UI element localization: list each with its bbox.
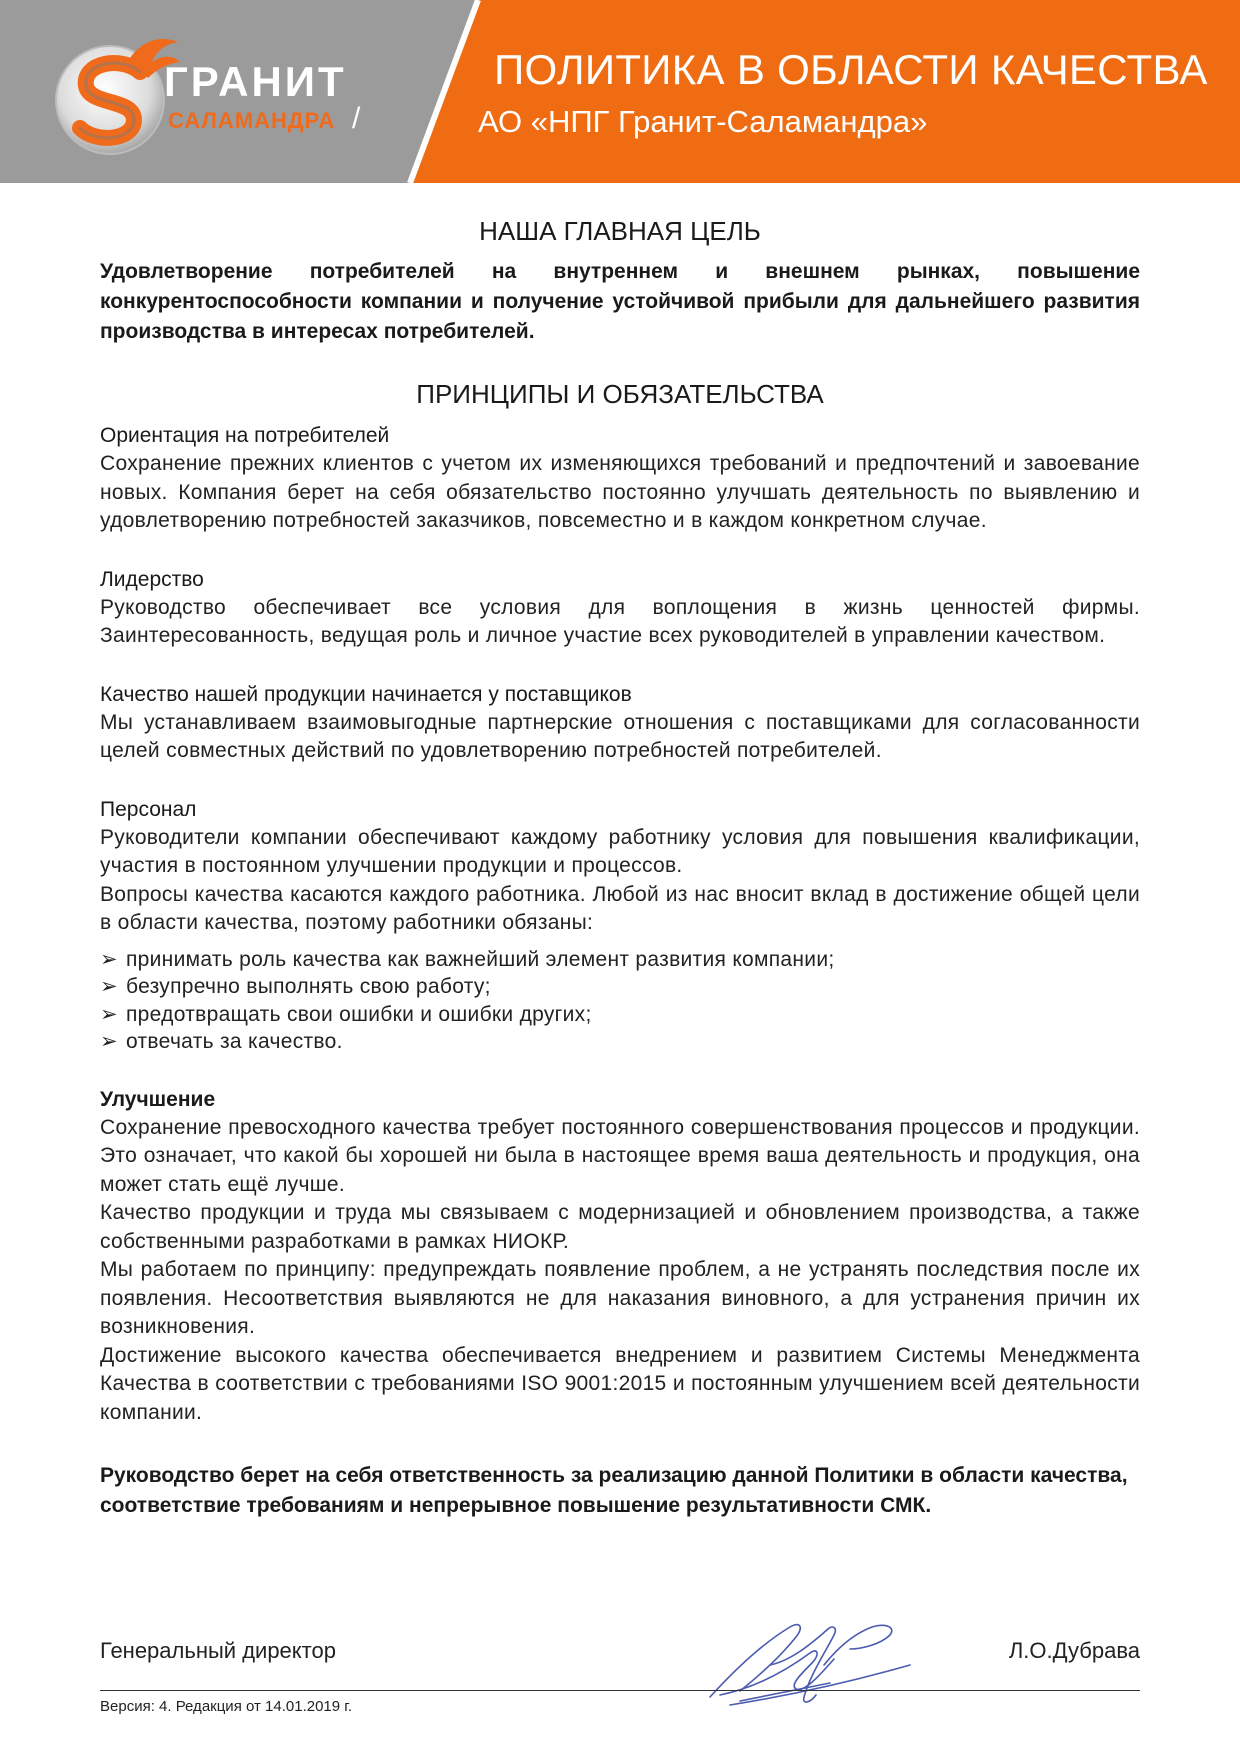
section-leadership (100, 566, 1140, 651)
version-info: Версия: 4. Редакция от 14.01.2019 г. (100, 1698, 353, 1715)
arrow-bullet-icon: ➢ (100, 1002, 118, 1026)
list-item: ➢ безупречно выполнять свою работу; (100, 973, 1140, 1001)
section-text: Вопросы качества касаются каждого работника. Любой из нас вносит вклад в достижение общей цели в области качества, поэтому работники обязаны: (100, 882, 1140, 934)
logo-word-salamandra (168, 108, 335, 134)
section-title: Ориентация на потребителей (100, 424, 390, 447)
section-title: Улучшение (100, 1087, 216, 1111)
arrow-bullet-icon: ➢ (100, 975, 118, 998)
arrow-bullet-icon: ➢ (100, 1030, 118, 1053)
principles-heading: ПРИНЦИПЫ И ОБЯЗАТЕЛЬСТВА (416, 379, 824, 409)
section-title: Качество нашей продукции начинается у поставщиков (100, 682, 632, 706)
goal-heading: НАША ГЛАВНАЯ ЦЕЛЬ (479, 216, 761, 246)
company-logo (52, 28, 392, 158)
logo-slash: / (352, 102, 361, 135)
document-title: ПОЛИТИКА В ОБЛАСТИ КАЧЕСТВА (494, 46, 1208, 93)
footer-divider (100, 1690, 1140, 1691)
section-text: Руководители компании обеспечивают каждому работнику условия для повышения квалификации, участия в постоянном улучшении продукции и процессов. (100, 825, 1140, 877)
arrow-bullet-icon: ➢ (100, 947, 118, 971)
section-orientation (100, 422, 1140, 536)
logo-word-granit: ГРАНИТ (164, 58, 347, 105)
section-text: Сохранение прежних клиентов с учетом их изменяющихся требований и предпочтений и завоевание новых. Компания берет на себя обязательство постоянно улучшать деятельность по выявлению и удовлетворению потребностей заказчиков, повсеместно и в каждом конкретном случае. (100, 452, 1140, 532)
section-text: Мы устанавливаем взаимовыгодные партнерские отношения с поставщиками для согласованности целей совместных действий по удовлетворению потребностей потребителей. (100, 710, 1140, 762)
goal-text: Удовлетворение потребителей на внутреннем и внешнем рынках, повышение конкурентоспособности компании и получение устойчивой прибыли для дальнейшего развития производства в интересах потребителей. (100, 260, 1140, 343)
signer-role: Генеральный директор (100, 1638, 336, 1663)
section-text: Руководство обеспечивает все условия для воплощения в жизнь ценностей фирмы. Заинтересованность, ведущая роль и личное участие всех руководителей в управлении качеством. (100, 595, 1140, 647)
section-text: Достижение высокого качества обеспечивается внедрением и развитием Системы Менеджмента Качества в соответствии с требованиями ISO 9001:2015 и постоянным улучшением всей деятельности компании. (100, 1343, 1140, 1424)
management-statement: Руководство берет на себя ответственность за реализацию данной Политики в области качества, соответствие требованиям и непрерывное повышение результативности СМК. (100, 1464, 1128, 1517)
logo-word-salamandra-text: САЛАМАНДРА (168, 108, 336, 133)
list-item: ➢ отвечать за качество. (100, 1028, 1140, 1056)
section-title: Лидерство (100, 567, 204, 591)
header-banner (0, 0, 1240, 183)
signature-row (100, 1638, 1140, 1678)
duties-list (100, 946, 1140, 1056)
document-body (100, 216, 1140, 1521)
section-text: Сохранение превосходного качества требует постоянного совершенствования процессов и продукции. Это означает, что какой бы хорошей ни была в настоящее время ваша деятельность и продукция, она может стать ещё лучше. (100, 1115, 1140, 1196)
list-item: ➢ принимать роль качества как важнейший элемент развития компании; (100, 946, 1140, 974)
salamander-s-icon (52, 28, 182, 158)
list-item: ➢ предотвращать свои ошибки и ошибки других; (100, 1001, 1140, 1029)
section-personnel (100, 796, 1140, 1056)
section-text: Качество продукции и труда мы связываем с модернизацией и обновлением производства, а также собственными разработками в рамках НИОКР. (100, 1201, 1140, 1253)
section-title: Персонал (100, 797, 197, 821)
signer-name: Л.О.Дубрава (1008, 1638, 1140, 1663)
section-improvement (100, 1086, 1140, 1428)
company-name: АО «НПГ Гранит-Саламандра» (478, 104, 928, 139)
section-text: Мы работаем по принципу: предупреждать появление проблем, а не устранять последствия после их появления. Несоответствия выявляются не для наказания виновного, а для устранения причин их возникновения. (100, 1258, 1140, 1338)
section-suppliers (100, 681, 1140, 766)
